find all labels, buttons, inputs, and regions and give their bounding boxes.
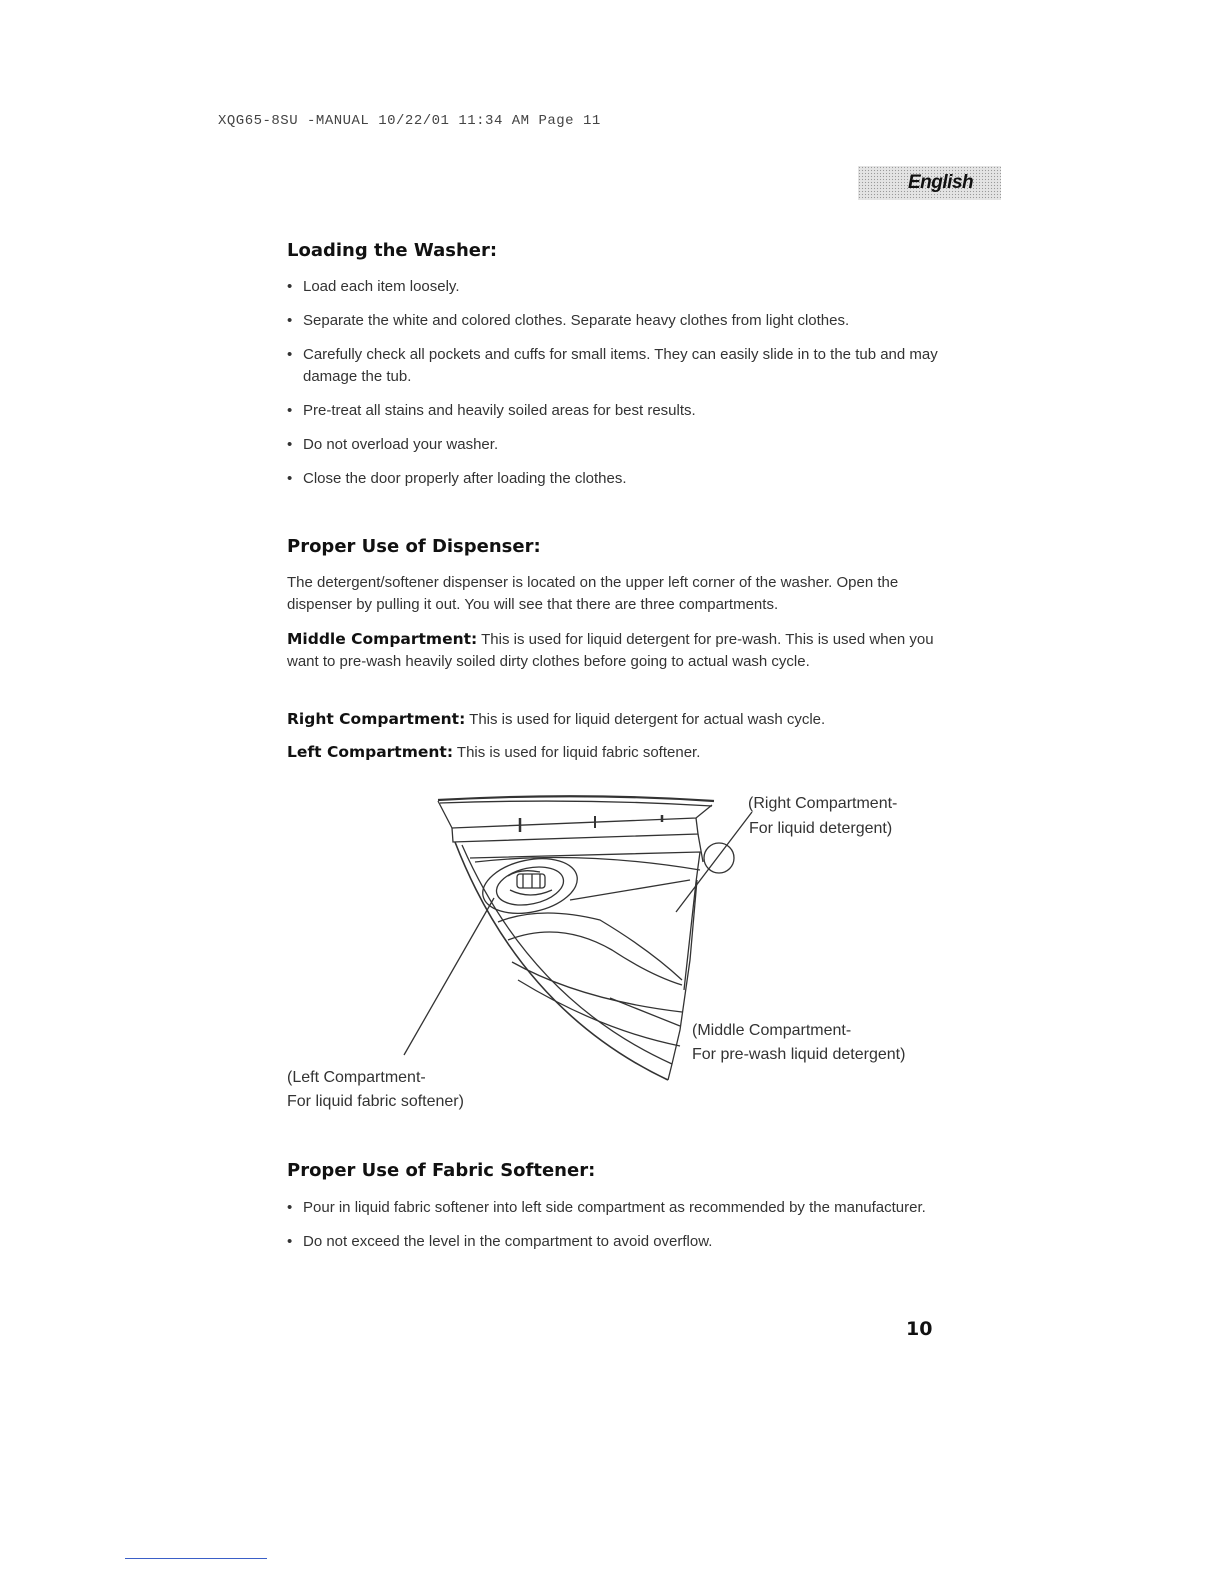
left-compartment-label-2: For liquid fabric softener) [287,1093,464,1110]
middle-compartment-text: This is used for liquid detergent for pre-wash. This is used when you want to pre-wash heavily soiled dirty clothes before going to actual wash cycle. [287,631,934,670]
middle-compartment-label-1: (Middle Compartment- [692,1022,852,1039]
right-compartment-label: Right Compartment: [287,710,466,728]
left-compartment-label: Left Compartment: [287,743,454,761]
list-item: • Pre-treat all stains and heavily soiled areas for best results. [287,400,947,422]
fabric-softener-list [287,1197,947,1265]
language-tab [858,166,1001,200]
right-compartment-label-1: (Right Compartment- [748,795,898,812]
list-item: • Separate the white and colored clothes. Separate heavy clothes from light clothes. [287,310,947,332]
language-tab-label: English [908,172,974,193]
fabric-softener-heading: Proper Use of Fabric Softener: [287,1160,596,1181]
page-number: 10 [906,1318,933,1340]
footer-rule [125,1558,267,1559]
list-item: • Carefully check all pockets and cuffs for small items. They can easily slide in to the tub and may damage the tub. [287,344,947,388]
list-item: • Do not overload your washer. [287,434,947,456]
middle-compartment-label: Middle Compartment: [287,630,478,648]
right-compartment-label-2: For liquid detergent) [749,820,893,837]
right-compartment-paragraph [287,708,937,731]
middle-compartment-paragraph [287,628,937,673]
middle-compartment-label-2: For pre-wash liquid detergent) [692,1046,906,1063]
list-item: • Close the door properly after loading the clothes. [287,468,947,490]
right-compartment-text: This is used for liquid detergent for actual wash cycle. [465,711,826,728]
list-item: • Pour in liquid fabric softener into left side compartment as recommended by the manufacturer. [287,1197,947,1219]
left-compartment-text: This is used for liquid fabric softener. [453,744,701,761]
loading-washer-heading: Loading the Washer: [287,240,498,261]
left-compartment-paragraph [287,741,937,764]
left-compartment-label-1: (Left Compartment- [287,1069,426,1086]
loading-washer-list [287,276,947,502]
dispenser-heading: Proper Use of Dispenser: [287,536,541,557]
dispenser-intro: The detergent/softener dispenser is located on the upper left corner of the washer. Open the dispenser by pulling it out. You will see that there are three compartments. [287,574,899,613]
print-header: XQG65-8SU -MANUAL 10/22/01 11:34 AM Page 11 [218,113,601,129]
list-item: • Load each item loosely. [287,276,947,298]
list-item: • Do not exceed the level in the compartment to avoid overflow. [287,1231,947,1253]
